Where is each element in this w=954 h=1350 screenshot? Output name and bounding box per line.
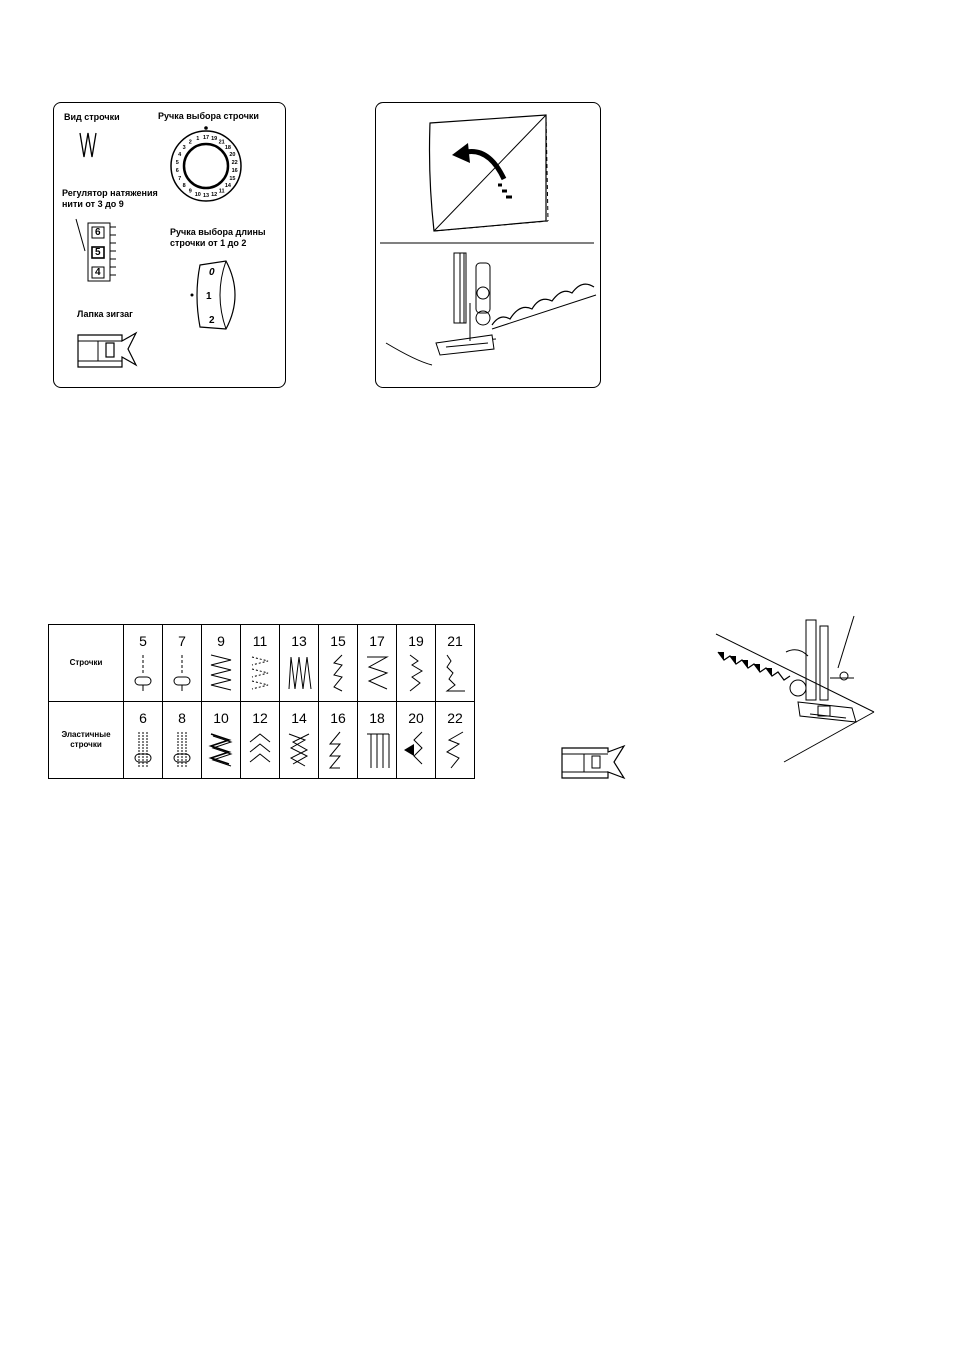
stitch-cell (241, 625, 280, 702)
stitch-pattern-icon (168, 730, 196, 770)
stitch-cell (163, 702, 202, 779)
stitch-pattern-icon (324, 653, 352, 693)
stitch-cell (358, 702, 397, 779)
stitch-number: 6 (139, 710, 147, 726)
stitch-number: 8 (178, 710, 186, 726)
stitch-pattern-icon (441, 730, 469, 770)
stitch-cell (202, 702, 241, 779)
fabric-fold-illustration (376, 103, 600, 387)
dial-number: 22 (231, 159, 238, 166)
dial-number: 21 (218, 139, 225, 146)
stitch-number: 11 (252, 633, 268, 649)
stitch-number: 21 (447, 633, 463, 649)
stitch-number: 14 (291, 710, 307, 726)
dial-number: 13 (202, 193, 210, 199)
stitch-cell (124, 625, 163, 702)
stitch-number: 20 (408, 710, 424, 726)
tension-value-4: 4 (95, 267, 101, 278)
dial-number: 20 (229, 152, 236, 158)
stitch-number: 9 (217, 633, 225, 649)
stitch-pattern-icon (285, 730, 313, 770)
length-dial-label: Ручка выбора длины строчки от 1 до 2 (170, 227, 266, 248)
stitch-number: 13 (291, 633, 307, 649)
stitch-pattern-icon (246, 653, 274, 693)
stitch-length-dial (186, 257, 246, 335)
stitch-number: 15 (330, 633, 346, 649)
stitch-pattern-icon (324, 730, 352, 770)
dial-number: 8 (182, 183, 186, 189)
stitch-cell (280, 702, 319, 779)
stitch-pattern-icon (168, 653, 196, 693)
pattern-selector-dial (166, 125, 246, 205)
dial-number: 15 (229, 176, 236, 182)
tension-value-5: 5 (95, 247, 101, 258)
stitch-pattern-icon (363, 730, 391, 770)
stitch-pattern-icon (441, 653, 469, 693)
dial-number: 12 (211, 191, 218, 198)
dial-number: 9 (188, 188, 192, 195)
stitch-cell (124, 702, 163, 779)
dial-number: 3 (182, 145, 186, 151)
stitch-number: 17 (369, 633, 385, 649)
stitch-cell (202, 625, 241, 702)
stitch-number: 16 (330, 710, 346, 726)
tension-value-6: 6 (95, 227, 101, 238)
stitch-number: 5 (139, 633, 147, 649)
tension-label: Регулятор натяжения нити от 3 до 9 (62, 188, 158, 209)
length-value-2: 2 (209, 315, 215, 326)
dial-number: 18 (224, 145, 231, 151)
stitch-pattern-icon (285, 653, 313, 693)
dial-number: 6 (175, 168, 179, 175)
stitch-cell (163, 625, 202, 702)
presser-foot-icon (558, 744, 628, 780)
foot-label: Лапка зигзаг (77, 309, 133, 319)
stitch-cell (436, 702, 475, 779)
stitch-number: 19 (408, 633, 424, 649)
dial-number: 2 (188, 139, 192, 146)
stitch-pattern-icon (129, 730, 157, 770)
row-label-stretch: Эластичные строчки (49, 702, 124, 779)
stitch-number: 10 (213, 710, 229, 726)
settings-panel (53, 102, 286, 388)
dial-number: 1 (196, 136, 200, 143)
stitch-pattern-icon (207, 730, 235, 770)
stitch-pattern-icon (246, 730, 274, 770)
stitch-pattern-icon (402, 730, 430, 770)
dial-number: 16 (231, 168, 238, 175)
dial-number: 7 (178, 176, 182, 182)
stitch-cell (319, 625, 358, 702)
stitch-cell (319, 702, 358, 779)
dial-number: 4 (178, 152, 182, 158)
stitch-pattern-icon (129, 653, 157, 693)
dial-number: 19 (211, 136, 218, 143)
stitch-cell (436, 625, 475, 702)
stitch-number: 7 (178, 633, 186, 649)
stitch-row-regular (49, 625, 475, 702)
length-value-1: 1 (206, 291, 212, 302)
zigzag-foot-icon (76, 331, 144, 371)
dial-number: 17 (202, 135, 210, 141)
stitch-table (48, 624, 475, 779)
dial-number: 14 (224, 183, 231, 189)
zigzag-sewing-illustration (714, 616, 884, 766)
stitch-number: 22 (447, 710, 463, 726)
pattern-dial-label: Ручка выбора строчки (158, 111, 259, 121)
stitch-cell (358, 625, 397, 702)
row-label-regular: Строчки (49, 625, 124, 702)
illustration-panel (375, 102, 601, 388)
stitch-pattern-icon (207, 653, 235, 693)
stitch-row-stretch (49, 702, 475, 779)
stitch-pattern-icon (363, 653, 391, 693)
stitch-number: 12 (252, 710, 268, 726)
stitch-type-label: Вид строчки (64, 112, 120, 122)
stitch-cell (397, 702, 436, 779)
stitch-cell (280, 625, 319, 702)
stitch-number: 18 (369, 710, 385, 726)
stitch-cell (397, 625, 436, 702)
length-value-0: 0 (209, 267, 215, 278)
stitch-pattern-icon (402, 653, 430, 693)
zigzag-stitch-icon (76, 131, 106, 161)
dial-number: 5 (175, 159, 179, 166)
stitch-cell (241, 702, 280, 779)
dial-number: 11 (218, 188, 225, 195)
dial-number: 10 (194, 191, 201, 198)
